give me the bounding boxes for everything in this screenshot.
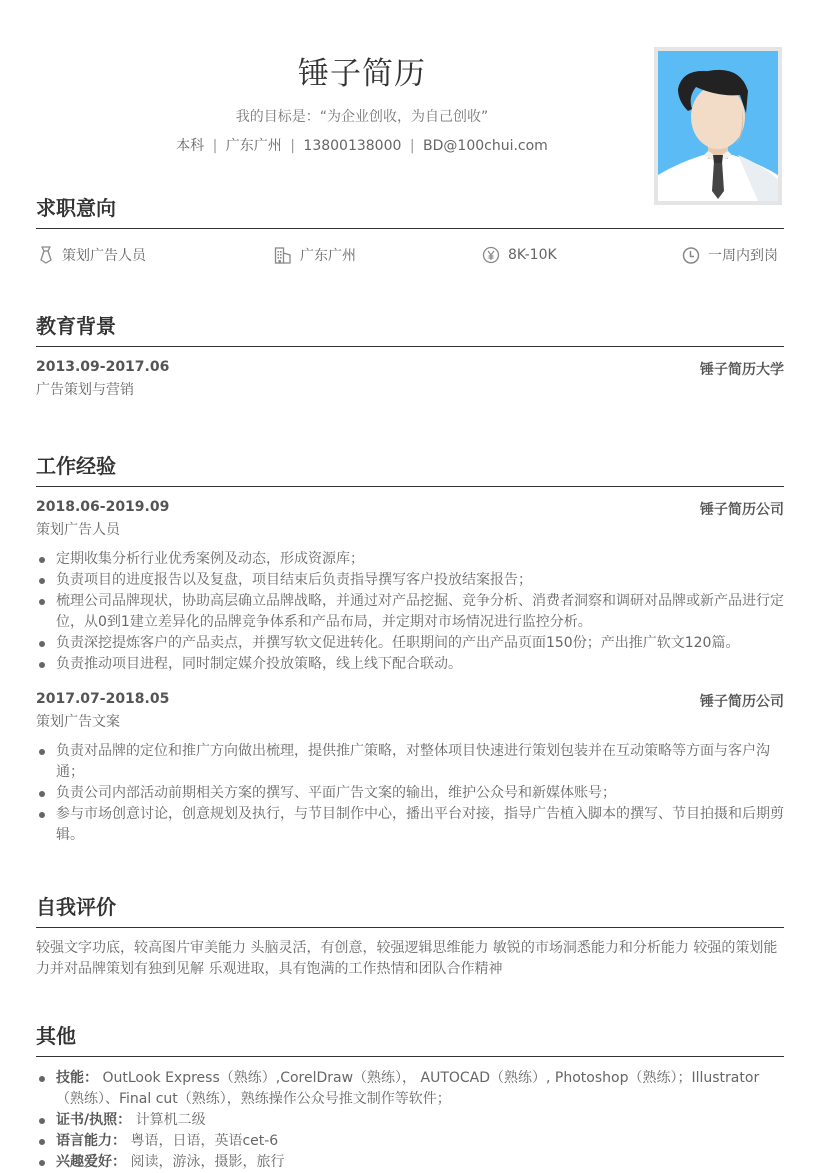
building-icon [274, 246, 292, 264]
entry-role: 策划广告人员 [36, 522, 120, 538]
intent-availability-label: 一周内到岗 [708, 248, 778, 264]
tie-icon [38, 246, 54, 264]
separator: | [409, 138, 415, 154]
section-divider [36, 927, 784, 928]
item-value: 计算机二级 [135, 1112, 206, 1128]
list-item: 负责项目的进度报告以及复盘，项目结束后负责指导撰写客户投放结案报告； [36, 570, 784, 591]
entry-bullets [36, 549, 784, 675]
list-item: 负责对品牌的定位和推广方向做出梳理，提供推广策略，对整体项目快速进行策划包装并在互动策略等方面与客户沟通； [36, 741, 784, 783]
self-evaluation-text: 较强文字功底，较高图片审美能力 头脑灵活，有创意，较强逻辑思维能力 敏锐的市场洞悉能力和分析能力 较强的策划能力并对品牌策划有独到见解 乐观进取，具有饱满的工作热情和团队合作精神 [36, 940, 778, 977]
other-list [36, 1068, 784, 1173]
intent-city [274, 243, 356, 267]
entry-school: 锤子简历大学 [700, 362, 784, 378]
entry-major: 广告策划与营销 [36, 382, 134, 398]
list-item-languages [36, 1131, 784, 1152]
email: BD@100chui.com [423, 138, 548, 154]
list-item-skills [36, 1068, 784, 1110]
section-work-experience [36, 452, 784, 846]
separator: | [212, 138, 218, 154]
section-title: 工作经验 [36, 454, 116, 478]
candidate-name: 锤子简历 [298, 56, 426, 92]
list-item: 参与市场创意讨论，创意规划及执行，与节目制作中心，播出平台对接，指导广告植入脚本的撰写、节目拍摄和后期剪辑。 [36, 804, 784, 846]
avatar-illustration-icon [658, 51, 778, 201]
item-value: 粤语，日语，英语cet-6 [130, 1133, 279, 1149]
entry-header [36, 359, 784, 379]
list-item-certificates [36, 1110, 784, 1131]
list-item: 定期收集分析行业优秀案例及动态，形成资源库； [36, 549, 784, 570]
section-title: 求职意向 [36, 196, 116, 220]
entry-company: 锤子简历公司 [700, 694, 784, 710]
section-job-intent [36, 194, 784, 273]
section-education [36, 312, 784, 401]
intent-city-label: 广东广州 [300, 248, 356, 264]
list-item: 负责公司内部活动前期相关方案的撰写、平面广告文案的输出，维护公众号和新媒体账号； [36, 783, 784, 804]
entry-company: 锤子简历公司 [700, 502, 784, 518]
list-item: 负责推动项目进程，同时制定媒介投放策略，线上线下配合联动。 [36, 654, 784, 675]
phone: 13800138000 [303, 138, 402, 154]
item-value: OutLook Express（熟练）,CorelDraw（熟练）， AUTOCAD（熟练）, Photoshop（熟练）；Illustrator（熟练）、Final cut（熟练），熟练操作公众号推文制作等软件； [56, 1070, 760, 1107]
section-title: 自我评价 [36, 895, 116, 919]
section-other [36, 1022, 784, 1173]
education-entry [36, 359, 784, 401]
intent-position [38, 243, 146, 267]
education-level: 本科 [176, 138, 205, 154]
item-label: 语言能力： [56, 1133, 126, 1149]
work-entry [36, 691, 784, 846]
intent-salary [482, 243, 557, 267]
clock-icon [682, 246, 700, 264]
entry-header [36, 691, 784, 711]
section-divider [36, 346, 784, 347]
item-label: 技能： [56, 1070, 98, 1086]
entry-bullets [36, 741, 784, 846]
avatar [654, 47, 782, 205]
intent-availability [682, 243, 778, 267]
location: 广东广州 [225, 138, 282, 154]
work-entry [36, 499, 784, 675]
intent-salary-label: 8K-10K [508, 247, 557, 263]
entry-role: 策划广告文案 [36, 714, 120, 730]
list-item: 梳理公司品牌现状，协助高层确立品牌战略，并通过对产品挖掘、竞争分析、消费者洞察和调研对品牌或新产品进行定位，从0到1建立差异化的品牌竞争体系和产品布局，并定期对市场情况进行监控分析。 [36, 591, 784, 633]
yuan-icon [482, 246, 500, 264]
item-value: 阅读，游泳，摄影，旅行 [130, 1154, 285, 1170]
motto: 我的目标是：“为企业创收，为自己创收” [235, 109, 489, 125]
section-title: 其他 [36, 1024, 76, 1048]
separator: | [290, 138, 295, 154]
entry-date: 2017.07-2018.05 [36, 691, 170, 707]
intent-position-label: 策划广告人员 [62, 248, 146, 264]
list-item: 负责深挖提炼客户的产品卖点，并撰写软文促进转化。任职期间的产出产品页面150份；产出推广软文120篇。 [36, 633, 784, 654]
contact-line [0, 135, 724, 155]
item-label: 兴趣爱好： [56, 1154, 126, 1170]
entry-date: 2018.06-2019.09 [36, 499, 170, 515]
item-label: 证书/执照： [56, 1112, 132, 1128]
section-divider [36, 486, 784, 487]
section-divider [36, 1056, 784, 1057]
list-item-hobbies [36, 1152, 784, 1173]
intent-row [36, 243, 784, 273]
section-divider [36, 228, 784, 229]
entry-header [36, 499, 784, 519]
section-self-evaluation [36, 893, 784, 980]
entry-date: 2013.09-2017.06 [36, 359, 170, 375]
section-title: 教育背景 [36, 314, 116, 338]
